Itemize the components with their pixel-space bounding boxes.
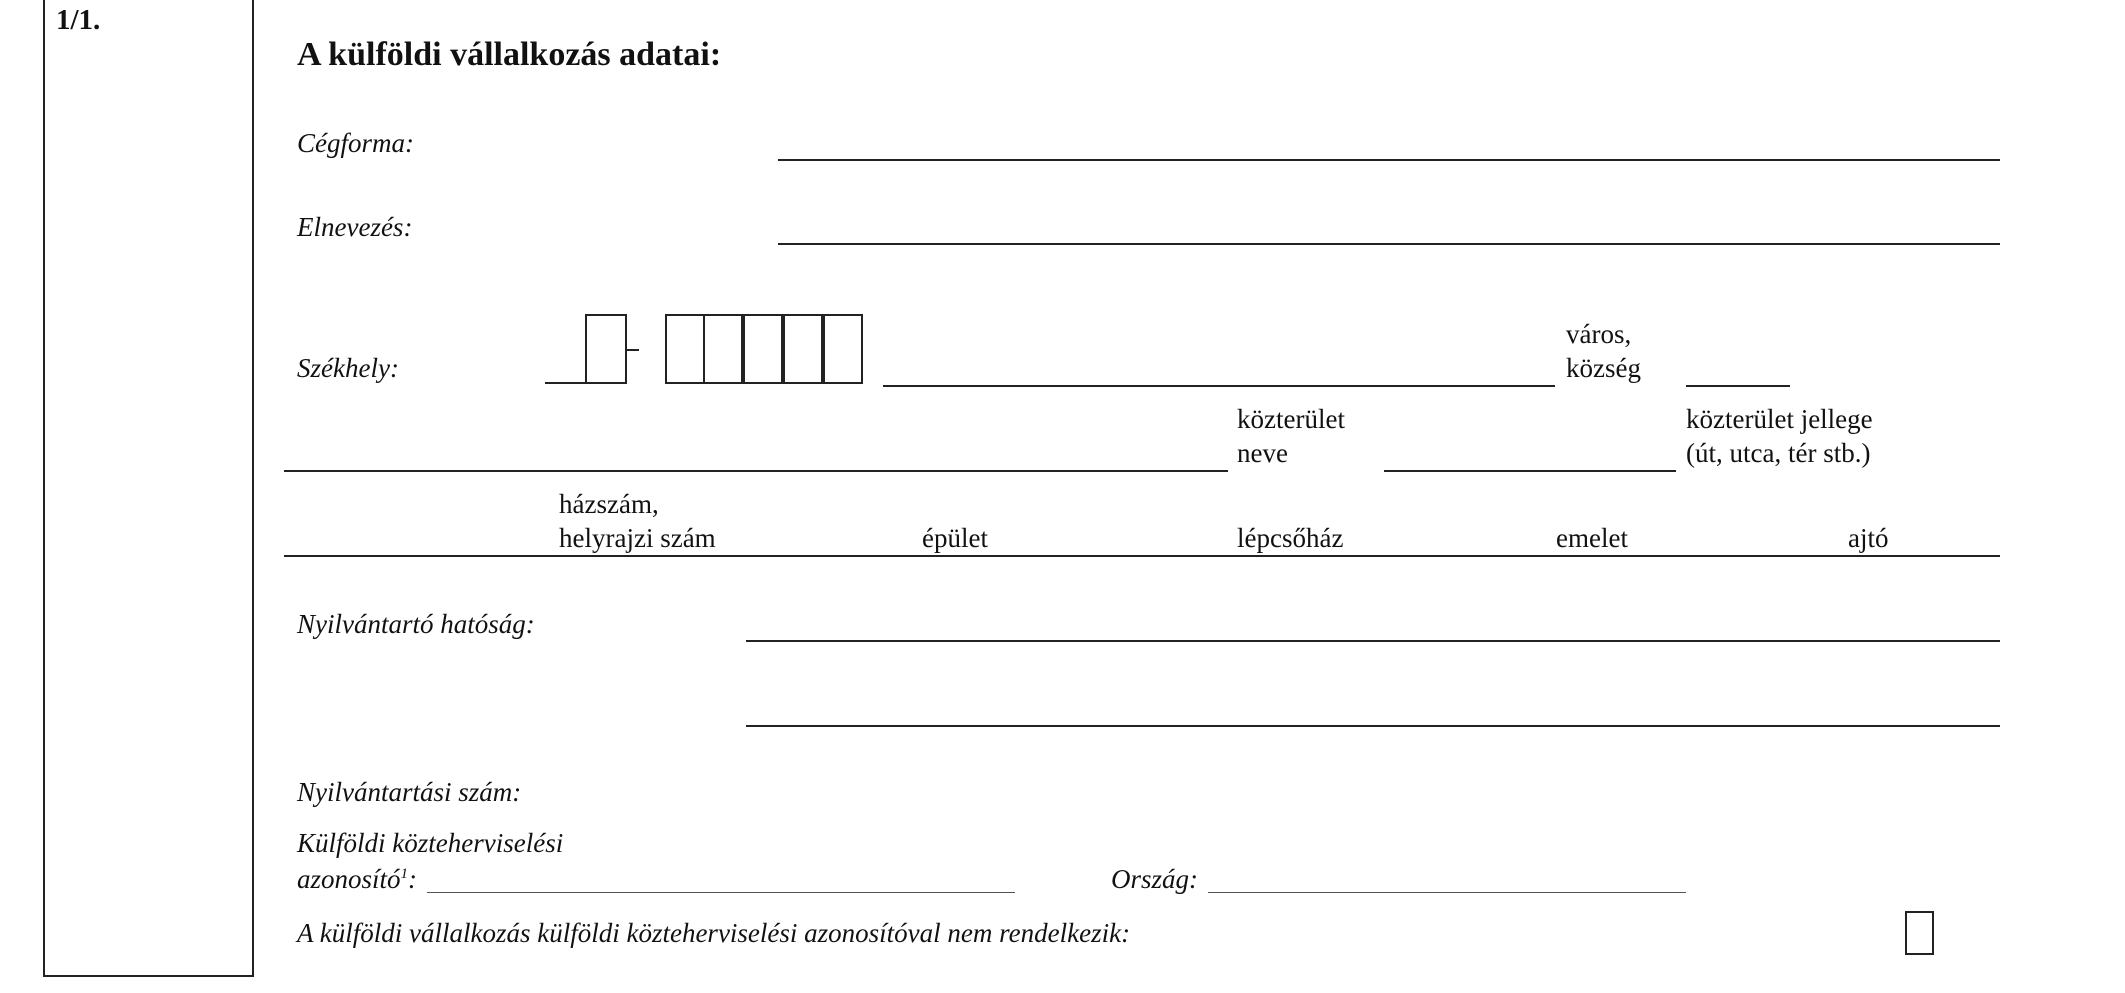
- hazszam-label-1: házszám,: [559, 489, 659, 519]
- footnote-marker: 1: [400, 866, 409, 882]
- hazszam-label-2: helyrajzi szám: [559, 523, 716, 553]
- varos-label: város,: [1566, 319, 1632, 349]
- postal-code-box-3[interactable]: [743, 314, 783, 384]
- kozterulet-jellege-label-1: közterület jellege: [1686, 404, 1873, 434]
- street-name-field[interactable]: [284, 470, 1228, 472]
- city-type-field[interactable]: [1686, 385, 1790, 387]
- kozteher-colon: :: [408, 864, 418, 894]
- emelet-label: emelet: [1556, 523, 1628, 553]
- lepcsohaz-label: lépcsőház: [1237, 523, 1344, 553]
- cegforma-label: Cégforma:: [297, 128, 414, 158]
- city-field[interactable]: [883, 385, 1555, 387]
- orszag-field[interactable]: [1208, 892, 1686, 893]
- nem-rendelkezik-label: A külföldi vállalkozás külföldi közteherviselési azonosítóval nem rendelkezik:: [297, 918, 1131, 948]
- postal-code-box-4[interactable]: [783, 314, 823, 384]
- kozteher-label-2: [297, 864, 417, 895]
- section-title: A külföldi vállalkozás adatai:: [297, 36, 722, 73]
- orszag-label: Ország:: [1111, 864, 1199, 894]
- kozterulet-jellege-label-2: (út, utca, tér stb.): [1686, 438, 1871, 468]
- postal-code-box-2[interactable]: [703, 314, 743, 384]
- postal-code-boxes[interactable]: [665, 314, 865, 384]
- country-code-boxes[interactable]: [545, 314, 627, 384]
- postal-code-box-5[interactable]: [823, 314, 863, 384]
- kozterulet-neve-label-1: közterület: [1237, 404, 1345, 434]
- postal-dash: [627, 349, 639, 351]
- kozteher-field[interactable]: [427, 892, 1015, 893]
- street-type-field[interactable]: [1384, 470, 1676, 472]
- country-code-box-2[interactable]: [585, 314, 627, 384]
- kozseg-label: község: [1566, 353, 1641, 383]
- ajto-label: ajtó: [1848, 523, 1889, 553]
- nyilvantarto-field-1[interactable]: [746, 640, 2000, 642]
- postal-code-box-1[interactable]: [665, 314, 705, 384]
- house-number-field[interactable]: [284, 555, 2000, 557]
- section-number: 1/1.: [56, 4, 101, 36]
- epulet-label: épület: [922, 523, 988, 553]
- nyilvantartasi-szam-label: Nyilvántartási szám:: [297, 777, 522, 807]
- country-code-box-1[interactable]: [545, 382, 587, 384]
- nyilvantarto-field-2[interactable]: [746, 725, 2000, 727]
- nem-rendelkezik-checkbox[interactable]: [1905, 911, 1934, 955]
- elnevezes-label: Elnevezés:: [297, 212, 413, 242]
- szekhely-label: Székhely:: [297, 353, 399, 383]
- section-number-box: [43, 0, 254, 977]
- nyilvantarto-label: Nyilvántartó hatóság:: [297, 609, 535, 639]
- cegforma-field[interactable]: [778, 159, 2000, 161]
- kozterulet-neve-label-2: neve: [1237, 438, 1288, 468]
- kozteher-label-text: azonosító: [297, 864, 401, 894]
- elnevezes-field[interactable]: [778, 243, 2000, 245]
- kozteher-label-1: Külföldi közteherviselési: [297, 828, 564, 858]
